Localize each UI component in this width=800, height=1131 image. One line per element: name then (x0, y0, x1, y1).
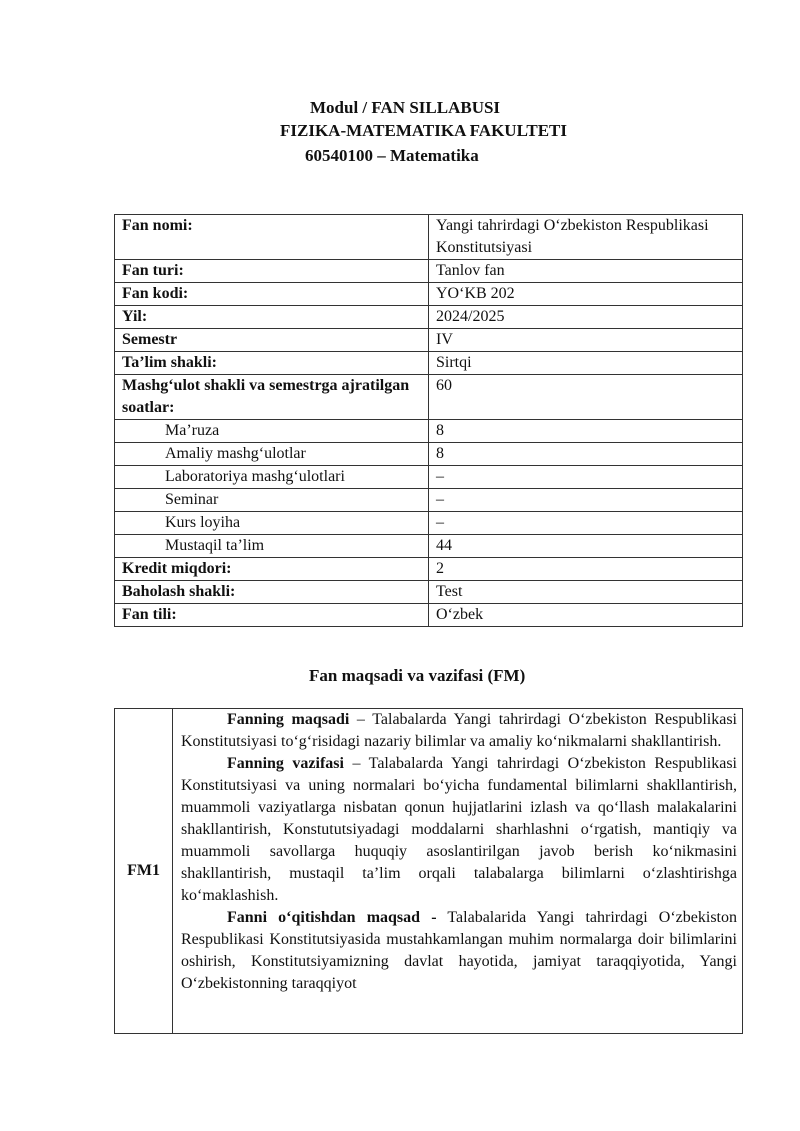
row-value: Test (429, 581, 743, 604)
table-row (115, 352, 743, 375)
fm-table (114, 708, 743, 1034)
table-row (115, 420, 743, 443)
table-row (115, 512, 743, 535)
fm-paragraph-text: – Talabalarda Yangi tahrirdagi O‘zbekiston Respublikasi Konstitutsiyasi to‘g‘risidagi nazariy bilimlar va amaliy ko‘nikmalarni shakllantirish. (181, 711, 738, 750)
row-value: 2024/2025 (429, 306, 743, 329)
row-label: Fan tili: (115, 604, 429, 627)
fm-paragraph-lead: Fanni o‘qitishdan maqsad - (227, 909, 437, 926)
row-value: YO‘KB 202 (429, 283, 743, 306)
table-row (115, 215, 743, 260)
row-value: 60 (429, 375, 743, 420)
fm-paragraph-lead: Fanning maqsadi (227, 711, 350, 728)
row-value: – (429, 512, 743, 535)
row-value: Tanlov fan (429, 260, 743, 283)
row-value: 2 (429, 558, 743, 581)
row-label: Laboratoriya mashg‘ulotlari (115, 466, 429, 489)
row-value: Sirtqi (429, 352, 743, 375)
table-row (115, 375, 743, 420)
row-label: Mustaqil ta’lim (115, 535, 429, 558)
row-label: Kurs loyiha (115, 512, 429, 535)
row-label: Baholash shakli: (115, 581, 429, 604)
fm-paragraph (181, 753, 737, 907)
row-value: 8 (429, 420, 743, 443)
row-value: Yangi tahrirdagi O‘zbekiston Respublikasi Konstitutsiyasi (429, 215, 743, 260)
table-row (115, 581, 743, 604)
table-row (115, 558, 743, 581)
row-label: Kredit miqdori: (115, 558, 429, 581)
row-label: Yil: (115, 306, 429, 329)
row-label: Ma’ruza (115, 420, 429, 443)
fm-paragraph (181, 907, 737, 995)
row-value: IV (429, 329, 743, 352)
fm-paragraph-text: Talabalarida Yangi tahrirdagi O‘zbekiston Respublikasi Konstitutsiyasida mustahkamlangan muhim normalarga doir bilimlarini oshirish, Konstitutsiyamizning davlat hayotida, jamiyat taraqqiyotida, Yangi O‘zbekistonning taraqqiyot (181, 909, 737, 992)
fm-paragraph (181, 709, 737, 753)
row-label: Ta’lim shakli: (115, 352, 429, 375)
document-title: Modul / FAN SILLABUSI (310, 98, 501, 117)
table-row (115, 283, 743, 306)
program-name: 60540100 – Matematika (305, 146, 479, 165)
row-label: Semestr (115, 329, 429, 352)
table-row (115, 260, 743, 283)
row-label: Fan kodi: (115, 283, 429, 306)
table-row (115, 466, 743, 489)
fm-section-title: Fan maqsadi va vazifasi (FM) (309, 666, 526, 685)
table-row (115, 489, 743, 512)
fm-paragraph-text: – Talabalarda Yangi tahrirdagi O‘zbekiston Respublikasi Konstitutsiyasi va uning normalari bo‘yicha fundamental bilimlarni shakllantirish, muammoli vaziyatlarga nisbatan qonun hujjatlarini izlash va qo‘llash malakalarini shakllantirish, Konstututsiyadagi moddalarni sharhlashni o‘rgatish, mantiqiy va muammoli savollarga huquqiy asoslantirilgan javob berish ko‘nikmasini shakllantirish, mustaqil ta’lim orqali talabalarga bilimlarni o‘zlashtirishga ko‘maklashish. (181, 755, 738, 904)
table-row (115, 443, 743, 466)
row-value: 8 (429, 443, 743, 466)
row-value: 44 (429, 535, 743, 558)
faculty-name: FIZIKA-MATEMATIKA FAKULTETI (280, 121, 567, 140)
row-value: O‘zbek (429, 604, 743, 627)
row-value: – (429, 466, 743, 489)
row-label: Mashg‘ulot shakli va semestrga ajratilgan soatlar: (115, 375, 429, 420)
fm-paragraph-lead: Fanning vazifasi (227, 755, 344, 772)
table-row (115, 535, 743, 558)
row-label: Amaliy mashg‘ulotlar (115, 443, 429, 466)
fm-code-cell: FM1 (115, 709, 173, 1033)
row-label: Fan nomi: (115, 215, 429, 260)
row-label: Seminar (115, 489, 429, 512)
table-row (115, 306, 743, 329)
table-row (115, 329, 743, 352)
row-value: – (429, 489, 743, 512)
table-row (115, 604, 743, 627)
row-label: Fan turi: (115, 260, 429, 283)
course-info-table (114, 214, 743, 627)
fm-description (181, 709, 737, 995)
